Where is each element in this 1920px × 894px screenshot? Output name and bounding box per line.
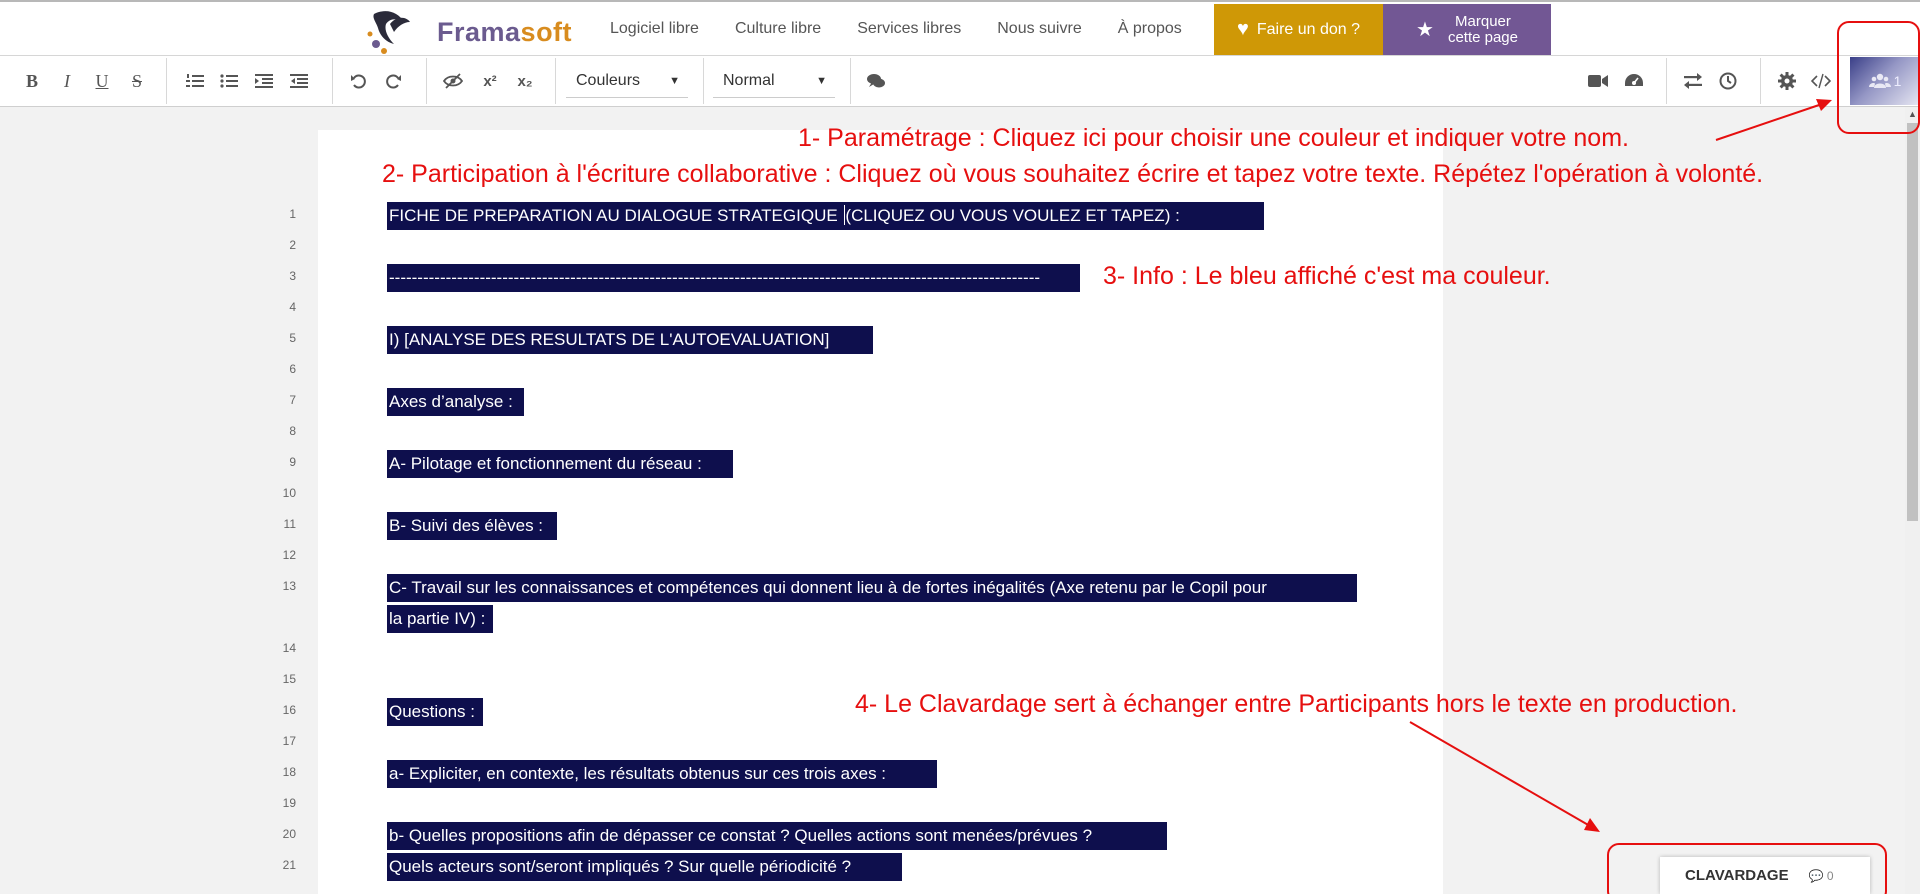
colors-select-value: Couleurs <box>576 71 641 89</box>
bold-button[interactable]: B <box>25 70 38 91</box>
bookmark-page-button[interactable] <box>1383 4 1551 55</box>
annotation-clavardage: 4- Le Clavardage sert à échanger entre Participants hors le texte en production. <box>855 690 1738 718</box>
line-number: 20 <box>282 827 296 841</box>
video-camera-icon <box>1588 74 1608 88</box>
bullet-list-button[interactable] <box>216 56 242 106</box>
subscript-button[interactable]: x₂ <box>517 72 533 90</box>
nav-link-services-libres[interactable]: Services libres <box>857 20 962 37</box>
framasoft-top-nav <box>0 0 1920 56</box>
indent-icon <box>255 73 273 89</box>
toolbar-divider <box>426 58 427 104</box>
eye-slash-icon <box>443 73 463 89</box>
chat-count-value: 0 <box>1826 868 1834 883</box>
toolbar-divider <box>703 58 704 104</box>
line-number: 9 <box>289 455 296 469</box>
comments-button[interactable] <box>862 56 890 106</box>
line-number: 7 <box>289 393 296 407</box>
brand-name-part2: soft <box>520 17 573 47</box>
video-call-button[interactable] <box>1585 56 1611 106</box>
arrows-exchange-icon <box>1683 73 1703 89</box>
line-number: 14 <box>282 641 296 655</box>
line-number: 3 <box>289 269 296 283</box>
line-number: 2 <box>289 238 296 252</box>
toolbar-divider <box>332 58 333 104</box>
heart-icon: ♥ <box>1236 18 1249 40</box>
line-number: 12 <box>282 548 296 562</box>
indent-button[interactable] <box>251 56 277 106</box>
chat-count <box>1809 869 1834 883</box>
speech-bubble-icon: 💬 <box>1808 868 1824 883</box>
undo-icon <box>350 72 368 90</box>
annotation-participation: 2- Participation à l'écriture collaborative : Cliquez où vous souhaitez écrire et tapez votre texte. Répétez l'opération à volonté. <box>382 160 1764 188</box>
code-icon <box>1811 73 1831 89</box>
toolbar-divider <box>850 58 851 104</box>
line-number: 18 <box>282 765 296 779</box>
outdent-button[interactable] <box>286 56 312 106</box>
vertical-scrollbar[interactable] <box>1905 107 1920 894</box>
heading-style-select-value: Normal <box>723 71 775 89</box>
line-number: 19 <box>282 796 296 810</box>
doc-line-9[interactable]: A- Pilotage et fonctionnement du réseau : <box>387 450 733 478</box>
star-icon: ★ <box>1416 18 1434 41</box>
line-number: 13 <box>282 579 296 593</box>
line-number: 8 <box>289 424 296 438</box>
chevron-down-icon: ▼ <box>816 74 827 87</box>
annotation-info-couleur: 3- Info : Le bleu affiché c'est ma couleur. <box>1103 262 1551 290</box>
redo-icon <box>384 72 402 90</box>
annotation-parametrage: 1- Paramétrage : Cliquez ici pour choisir une couleur et indiquer votre nom. <box>798 124 1629 152</box>
outdent-icon <box>290 73 308 89</box>
doc-line-1-part1: FICHE DE PREPARATION AU DIALOGUE STRATEGIQUE <box>389 206 843 225</box>
redo-button[interactable] <box>380 56 406 106</box>
line-number: 1 <box>289 207 296 221</box>
nav-link-nous-suivre[interactable]: Nous suivre <box>997 20 1082 37</box>
framasoft-wordmark <box>437 17 572 48</box>
nav-links <box>592 2 1200 56</box>
line-number: 5 <box>289 331 296 345</box>
bookmark-label-line1: Marquer <box>1455 12 1511 30</box>
line-number: 15 <box>282 672 296 686</box>
scroll-up-arrow-icon[interactable]: ▲ <box>1908 109 1917 119</box>
clear-authorship-button[interactable] <box>440 56 466 106</box>
gear-icon <box>1778 72 1796 90</box>
brand-name-part1: Frama <box>437 17 521 47</box>
strikethrough-button[interactable]: S <box>131 70 142 91</box>
scrollbar-thumb[interactable] <box>1907 123 1918 521</box>
doc-line-20-wrap[interactable]: Quels acteurs sont/seront impliqués ? Sur quelle périodicité ? <box>387 853 902 881</box>
colors-select[interactable] <box>566 64 688 98</box>
ordered-list-icon <box>186 73 204 89</box>
doc-line-1[interactable] <box>387 202 1264 230</box>
doc-line-13[interactable]: C- Travail sur les connaissances et compétences qui donnent lieu à de fortes inégalités (Axe retenu par le Copil pour <box>387 574 1357 602</box>
doc-line-16[interactable]: Questions : <box>387 698 483 726</box>
chat-label: CLAVARDAGE <box>1685 867 1789 884</box>
timeslider-button[interactable] <box>1715 56 1741 106</box>
doc-line-1-part2: (CLIQUEZ OU VOUS VOULEZ ET TAPEZ) : <box>845 206 1180 225</box>
doc-line-18[interactable]: a- Expliciter, en contexte, les résultats obtenus sur ces trois axes : <box>387 760 937 788</box>
italic-button[interactable]: I <box>64 70 70 91</box>
line-number: 16 <box>282 703 296 717</box>
bookmark-label-line2: cette page <box>1447 28 1518 46</box>
heading-style-select[interactable] <box>713 64 835 98</box>
line-number: 21 <box>282 858 296 872</box>
nav-link-culture-libre[interactable]: Culture libre <box>734 20 822 37</box>
doc-line-7[interactable]: Axes d’analyse : <box>387 388 524 416</box>
ordered-list-button[interactable] <box>182 56 208 106</box>
doc-line-3[interactable]: ------------------------------------------------------------------------------------------------------------------- <box>387 264 1080 292</box>
toolbar-divider <box>555 58 556 104</box>
undo-button[interactable] <box>346 56 372 106</box>
chevron-down-icon: ▼ <box>669 74 680 87</box>
toolbar-divider <box>166 58 167 104</box>
doc-line-20[interactable]: b- Quelles propositions afin de dépasser ce constat ? Quelles actions sont menées/prévues ? <box>387 822 1167 850</box>
line-number: 6 <box>289 362 296 376</box>
donate-button[interactable] <box>1214 4 1383 55</box>
line-number: 4 <box>289 300 296 314</box>
line-number: 10 <box>282 486 296 500</box>
comments-icon <box>866 73 886 89</box>
dashboard-button[interactable] <box>1621 56 1647 106</box>
framasoft-logo[interactable] <box>364 6 584 56</box>
users-count: 1 <box>1893 73 1902 89</box>
settings-button[interactable] <box>1774 56 1800 106</box>
bullet-list-icon <box>220 73 238 89</box>
annotation-circle-users <box>1837 21 1920 134</box>
editor-toolbar <box>0 56 1920 107</box>
nav-link-a-propos[interactable]: À propos <box>1117 20 1182 37</box>
doc-line-13-wrap[interactable]: la partie IV) : <box>387 605 493 633</box>
toolbar-divider <box>1666 58 1667 104</box>
doc-line-11[interactable]: B- Suivi des élèves : <box>387 512 557 540</box>
import-export-button[interactable] <box>1680 56 1706 106</box>
donate-label: Faire un don ? <box>1256 20 1361 38</box>
embed-button[interactable] <box>1808 56 1834 106</box>
nav-link-logiciel-libre[interactable]: Logiciel libre <box>610 20 699 37</box>
doc-line-5[interactable]: I) [ANALYSE DES RESULTATS DE L'AUTOEVALUATION] <box>387 326 873 354</box>
line-number: 17 <box>282 734 296 748</box>
clock-icon <box>1719 72 1737 90</box>
chat-tab[interactable] <box>1660 857 1870 894</box>
bookmark-label <box>1448 14 1518 46</box>
line-number: 11 <box>283 517 296 531</box>
superscript-button[interactable]: x² <box>483 72 497 90</box>
underline-button[interactable]: U <box>95 70 109 91</box>
toolbar-divider <box>1760 58 1761 104</box>
framasoft-logo-icon <box>364 6 414 56</box>
dashboard-icon <box>1624 72 1644 90</box>
